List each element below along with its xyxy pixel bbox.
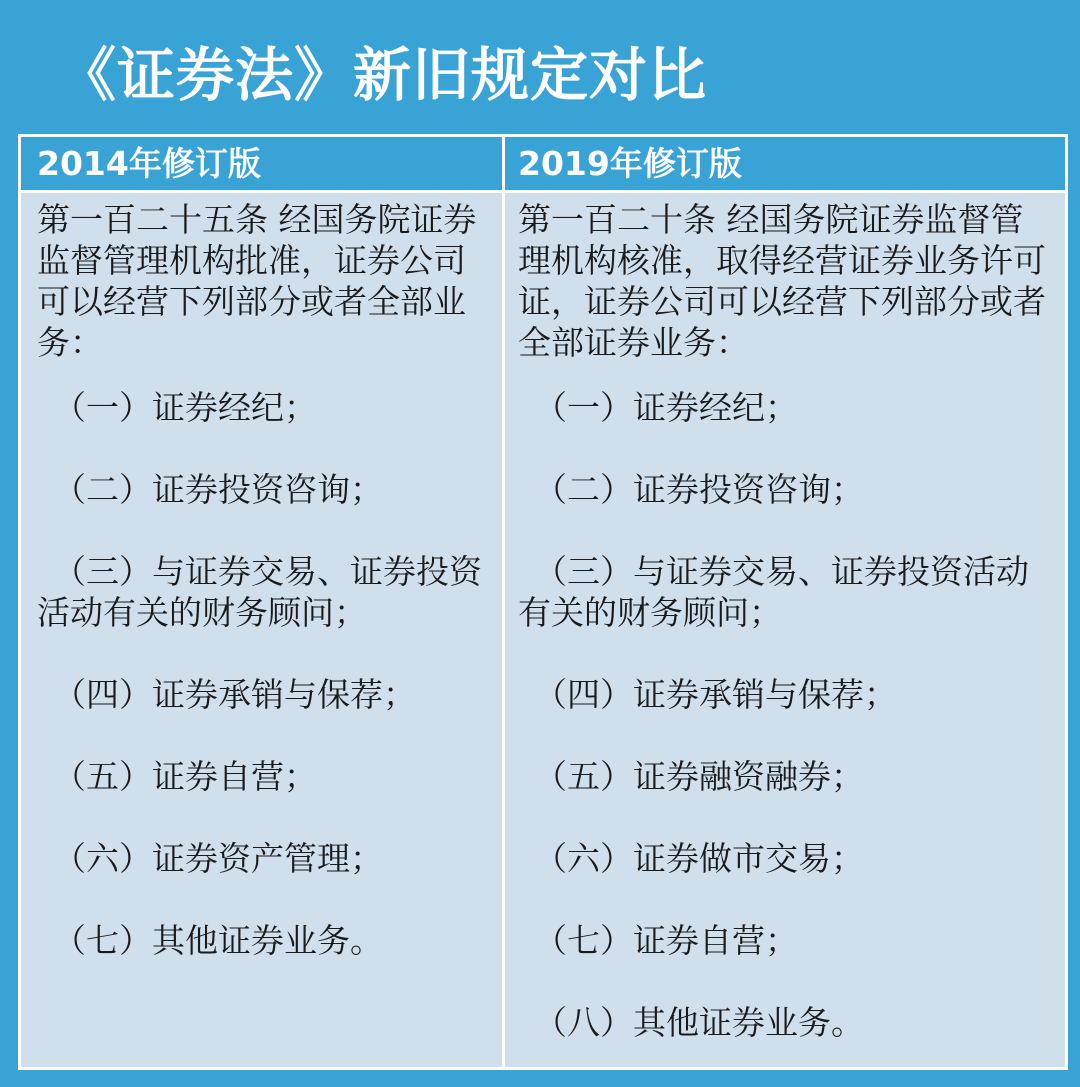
- list-item: （五）证券融资融券；: [534, 757, 864, 796]
- column-2014: [37, 199, 489, 1002]
- article-text-2019: 第一百二十条 经国务院证券监督管理机构核准，取得经营证券业务许可证，证券公司可以经营下列部分或者全部证券业务：: [518, 200, 1046, 362]
- comparison-table: [18, 134, 1068, 1070]
- list-item: （二）证券投资咨询；: [53, 470, 383, 509]
- list-item: （四）证券承销与保荐；: [53, 675, 416, 714]
- list-item: （八）其他证券业务。: [534, 1003, 864, 1042]
- article-text-2014: 第一百二十五条 经国务院证券监督管理机构批准，证券公司可以经营下列部分或者全部业务：: [37, 200, 477, 362]
- header-2014: 2014年修订版: [37, 144, 261, 183]
- list-item: （四）证券承销与保荐；: [534, 675, 897, 714]
- list-item: （三）与证券交易、证券投资活动有关的财务顾问；: [518, 552, 1029, 632]
- list-item: （一）证券经纪；: [53, 388, 317, 427]
- list-item: （七）证券自营；: [534, 921, 798, 960]
- list-item: （六）证券资产管理；: [53, 839, 383, 878]
- page-title: 《证券法》新旧规定对比: [58, 41, 708, 109]
- list-item: （二）证券投资咨询；: [534, 470, 864, 509]
- list-item: （六）证券做市交易；: [534, 839, 864, 878]
- column-divider: [502, 137, 505, 1067]
- list-item: （七）其他证券业务。: [53, 921, 383, 960]
- list-item: （三）与证券交易、证券投资活动有关的财务顾问；: [37, 552, 482, 632]
- column-2019: [518, 199, 1053, 1084]
- header-2019: 2019年修订版: [518, 144, 742, 183]
- table-header: [21, 137, 1065, 193]
- list-item: （一）证券经纪；: [534, 388, 798, 427]
- list-item: （五）证券自营；: [53, 757, 317, 796]
